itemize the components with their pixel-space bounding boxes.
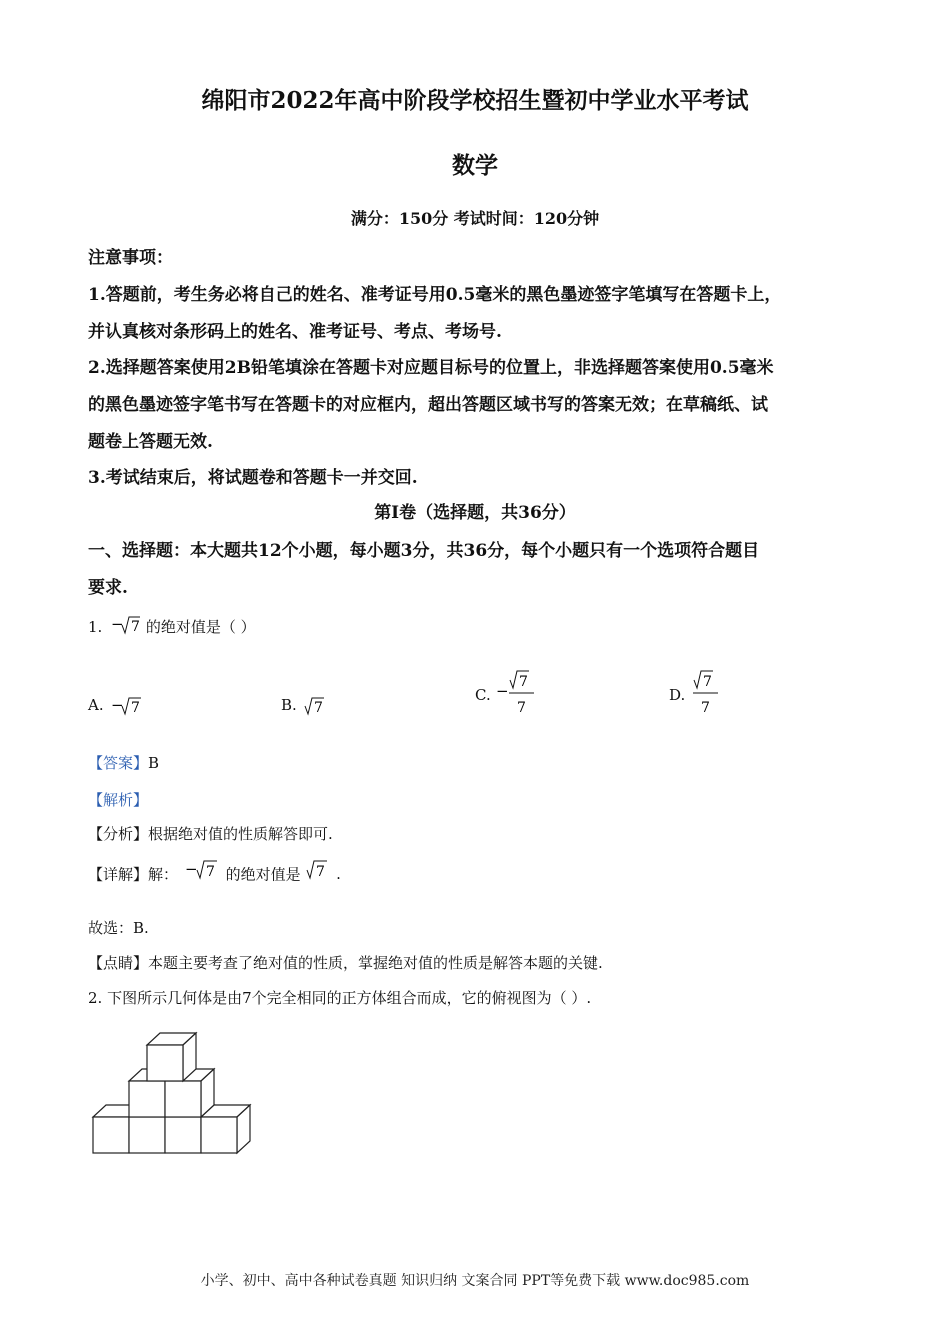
q1-option-a: [88, 688, 143, 722]
part-heading-line-1: 一、选择题：本大题共12个小题，每小题3分，共36分，每个小题只有一个选项符合题目: [88, 541, 760, 561]
score-time: 满分：150分 考试时间：120分钟: [350, 209, 600, 228]
notice-line-4: 的黑色墨迹签字笔书写在答题卡的对应框内，超出答题区域书写的答案无效；在草稿纸、试: [88, 395, 768, 415]
answer-value: B: [148, 754, 160, 772]
option-a-label: A.: [88, 696, 104, 714]
option-d-sqrt7-over-7: [690, 666, 726, 724]
notice-heading: 注意事项：: [88, 248, 173, 268]
q1-stem-text: 的绝对值是（ ）: [145, 618, 256, 636]
q1-option-b: [281, 688, 328, 722]
minus-sign: −: [495, 682, 509, 700]
q1-detail: [88, 858, 341, 890]
exam-title: 绵阳市2022年高中阶段学校招生暨初中学业水平考试: [201, 87, 749, 114]
cube-stack-drawing: [90, 1025, 260, 1157]
detail-prefix: 【详解】解：: [88, 865, 179, 884]
notice-line-2: 并认真核对条形码上的姓名、准考证号、考点、考场号.: [88, 322, 502, 342]
page-footer: 小学、初中、高中各种试卷真题 知识归纳 文案合同 PPT等免费下载 www.doc985.com: [200, 1273, 750, 1289]
q1-stem: [88, 613, 256, 643]
option-d-label: D.: [669, 686, 686, 704]
detail-end: .: [336, 865, 341, 883]
volume-heading: 第Ⅰ卷（选择题，共36分）: [374, 503, 576, 523]
radicand: 7: [518, 674, 528, 690]
denominator: 7: [516, 700, 526, 716]
q2-cube-figure: [90, 1025, 260, 1161]
q1-comment: 【点睛】本题主要考查了绝对值的性质，掌握绝对值的性质是解答本题的关键.: [88, 954, 603, 972]
q1-fenxi: 【分析】根据绝对值的性质解答即可.: [88, 825, 333, 843]
option-b-sqrt7: [302, 688, 328, 722]
detail-neg-sqrt7: [183, 858, 221, 890]
radicand: 7: [313, 700, 323, 716]
detail-sqrt7: [305, 858, 331, 890]
option-c-neg-sqrt7-over-7: [496, 666, 544, 724]
notice-line-6: 3.考试结束后，将试题卷和答题卡一并交回.: [88, 468, 418, 488]
denominator: 7: [701, 700, 711, 716]
minus-sign: −: [110, 696, 124, 714]
q2-stem: 2. 下图所示几何体是由7个完全相同的正方体组合而成，它的俯视图为（ ）.: [88, 989, 592, 1007]
notice-line-5: 题卷上答题无效.: [88, 432, 213, 452]
notice-line-3: 2.选择题答案使用2B铅笔填涂在答题卡对应题目标号的位置上，非选择题答案使用0.5毫米: [88, 358, 774, 378]
option-a-neg-sqrt7: [109, 688, 143, 722]
q1-expression-neg-sqrt7: [111, 613, 141, 643]
minus-sign: −: [111, 615, 124, 633]
radicand: 7: [131, 619, 141, 635]
q1-number: 1.: [88, 618, 103, 636]
part-heading-line-2: 要求.: [88, 578, 128, 598]
answer-tag: 【答案】: [88, 754, 149, 772]
option-b-label: B.: [281, 696, 297, 714]
radicand: 7: [130, 700, 140, 716]
radicand: 7: [703, 674, 713, 690]
minus-sign: −: [184, 860, 198, 878]
q1-option-d: [669, 666, 726, 724]
notice-line-1: 1.答题前，考生务必将自己的姓名、准考证号用0.5毫米的黑色墨迹签字笔填写在答题卡上，: [88, 285, 782, 305]
radicand: 7: [205, 864, 215, 880]
subject-title: 数学: [452, 152, 498, 179]
q1-answer: [88, 752, 159, 773]
analysis-tag: 【解析】: [88, 791, 149, 809]
q1-option-c: [475, 666, 544, 724]
radicand: 7: [316, 864, 326, 880]
q1-choice: 故选：B.: [88, 919, 149, 937]
detail-mid: 的绝对值是: [225, 865, 301, 884]
option-c-label: C.: [475, 686, 491, 704]
